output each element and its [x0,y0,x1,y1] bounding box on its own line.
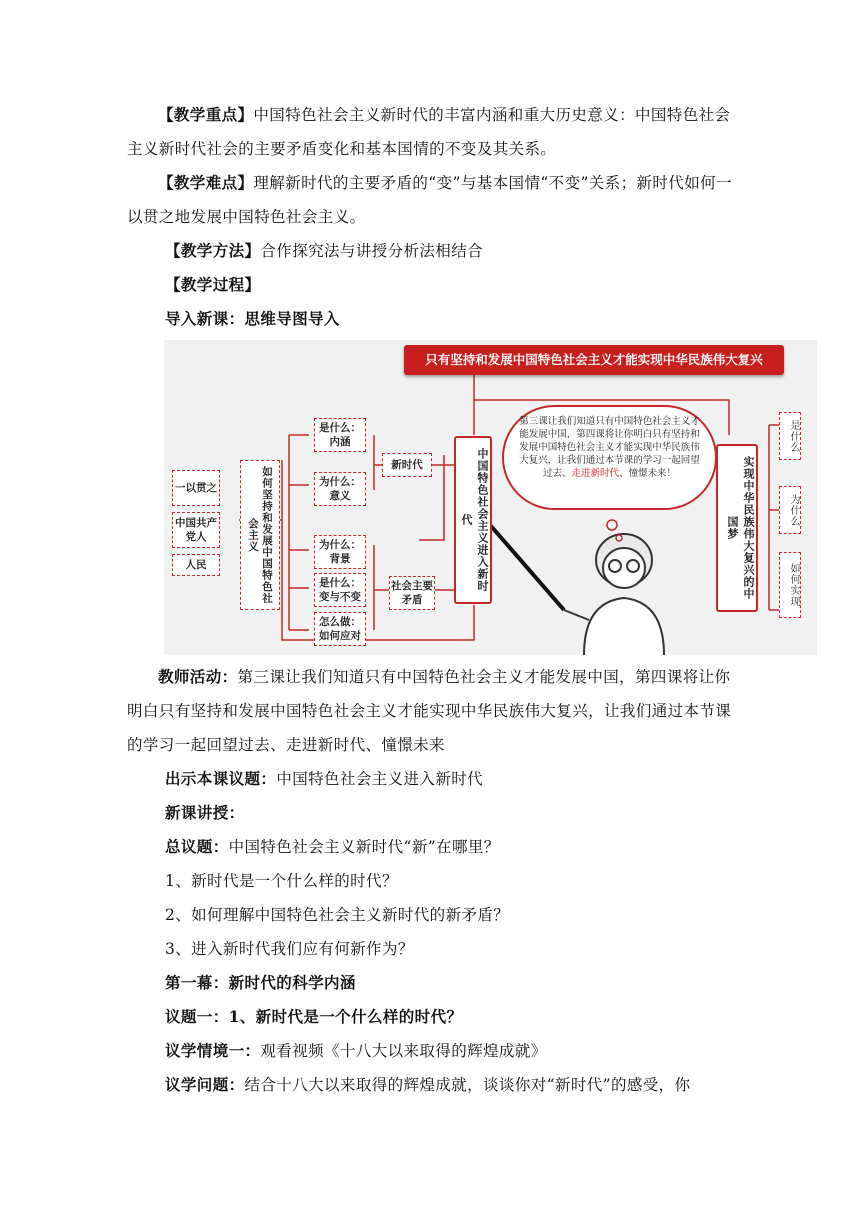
side-item-why: 为什么 [779,486,801,534]
q-what-change: 是什么：变与不变 [314,573,366,607]
speech-cloud: 第三课让我们知道只有中国特色社会主义才能发展中国，第四课将让你明白只有坚持和发展中国特色社会主义才能实现中华民族伟大复兴，让我们通过本节课的学习一起回望过去、走进新时代、憧憬未来！ [502,405,717,510]
main-topic: 总议题：中国特色社会主义新时代“新”在哪里？ [165,837,500,856]
teaching-focus: 【教学重点】中国特色社会主义新时代的丰富内涵和重大历史意义：中国特色社会主义新时代社会的主要矛盾变化和基本国情的不变及其关系。 [127,105,731,158]
question-1: 1、新时代是一个什么样的时代？ [165,872,398,890]
teaching-method: 【教学方法】合作探究法与讲授分析法相结合 [165,241,484,260]
scroll-left: 中国特色社会主义进入新时代 [454,436,492,604]
q-why-meaning: 为什么：意义 [314,472,366,506]
center-vertical-box: 如何坚持和发展中国特色社会主义 [240,460,280,610]
new-era-box: 新时代 [382,453,432,477]
left-item-3: 人民 [172,554,220,576]
left-item-2: 中国共产党人 [172,512,220,548]
discussion-question: 议学问题：结合十八大以来取得的辉煌成就，谈谈你对“新时代”的感受，你 [165,1075,691,1094]
teacher-activity: 教师活动：第三课让我们知道只有中国特色社会主义才能发展中国，第四课将让你明白只有坚持和发展中国特色社会主义才能实现中华民族伟大复兴，让我们通过本节课的学习一起回望过去、走进新时代、憧憬未来 [127,667,732,754]
side-item-what: 是什么 [779,412,801,460]
act-1-heading: 第一幕：新时代的科学内涵 [165,973,356,992]
lesson-intro-heading: 导入新课：思维导图导入 [165,309,340,328]
left-item-1: 一以贯之 [172,470,220,506]
question-3: 3、进入新时代我们应有何新作为？ [165,940,414,958]
scenario-1: 议学情境一：观看视频《十八大以来取得的辉煌成就》 [165,1041,547,1060]
contradiction-box: 社会主要矛盾 [389,576,435,610]
mind-map-banner: 只有坚持和发展中国特色社会主义才能实现中华民族伟大复兴 [404,345,784,375]
side-item-how: 如何实现 [779,552,801,618]
teaching-difficulty: 【教学难点】理解新时代的主要矛盾的“变”与基本国情“不变”关系；新时代如何一以贯之地发展中国特色社会主义。 [127,173,732,226]
lesson-topic: 出示本课议题：中国特色社会主义进入新时代 [165,769,484,788]
scroll-right: 实现中华民族伟大复兴的中国梦 [716,444,758,612]
topic-1-heading: 议题一：1、新时代是一个什么样的时代？ [165,1007,463,1026]
mind-map-figure [164,340,817,655]
q-why-background: 为什么：背景 [314,535,366,569]
q-what-content: 是什么：内涵 [314,418,366,452]
teaching-process-heading: 【教学过程】 [165,275,261,294]
new-lesson-heading: 新课讲授： [165,803,245,822]
question-2: 2、如何理解中国特色社会主义新时代的新矛盾？ [165,906,510,924]
q-how-respond: 怎么做：如何应对 [314,612,366,646]
